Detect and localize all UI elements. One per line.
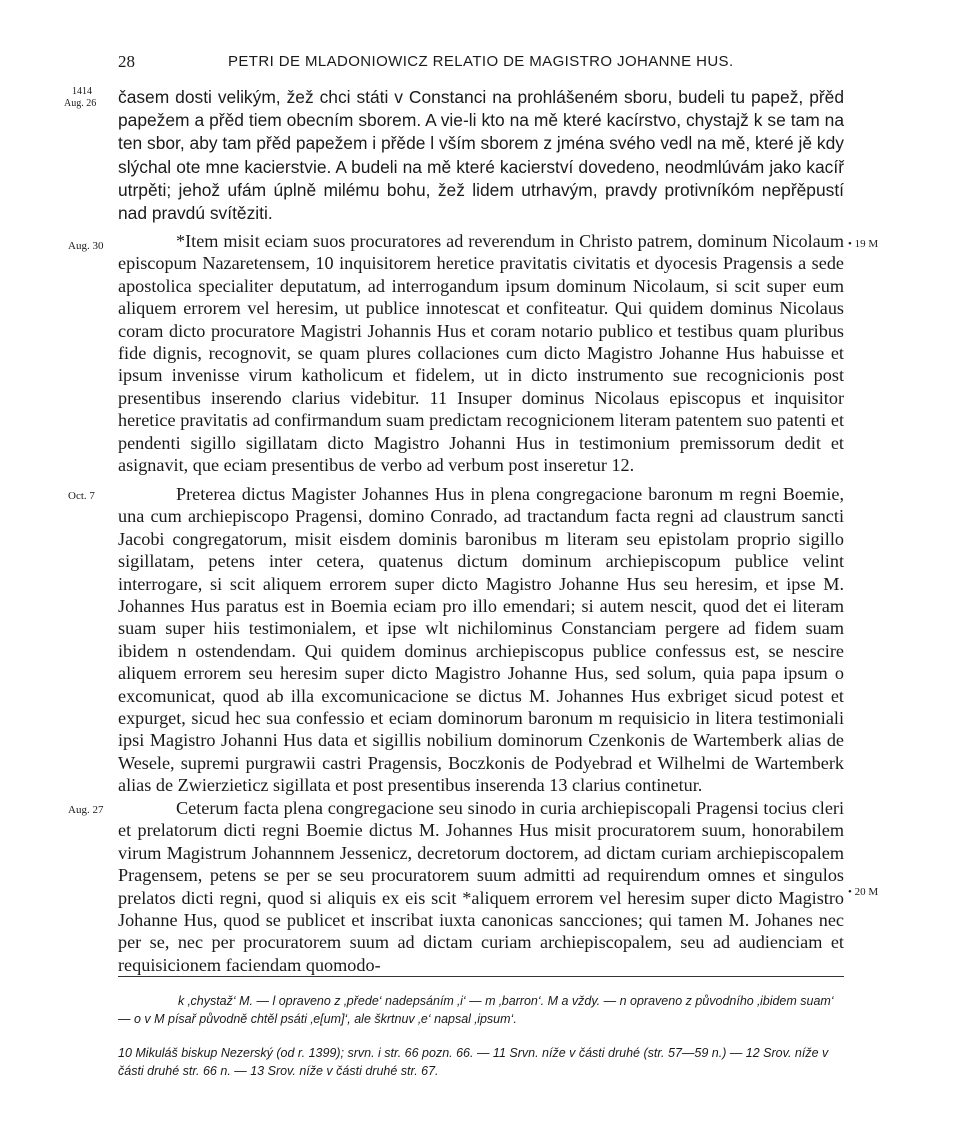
margin-date-aug26: Aug. 26	[64, 98, 97, 109]
latin-paragraph-3-text: Ceterum facta plena congregacione seu sinodo in curia archiepiscopali Pragensi tocius cleri et prelatorum dicti regni Boemie dictus M. Johannes Hus misit procuratorem suum, honorabilem virum Magistrum Johannnem Jessenicz, decretorum doctorem, ad dictam curiam archiepiscopalem Pragensem, petens se per se seu procuratorem suum admitti ad requirendum omnes et singulos prelatos dicti regni, quod si aliquis ex eis scit *aliquem errorem vel heresim super dicto Magistro Johanne Hus, quod se publicet et inscribat iuxta canonicas sancciones; qui tamen M. Johanes nec per se, nec per procuratorem suum ad dictam curiam archiepiscopalem, seu ad audienciam et requisicionem faciendam quomodo-	[118, 798, 844, 975]
margin-year: 1414	[72, 86, 92, 97]
margin-date-aug30: Aug. 30	[68, 240, 104, 252]
latin-paragraph-1	[118, 230, 844, 476]
running-title: PETRI DE MLADONIOWICZ RELATIO DE MAGISTRO JOHANNE HUS.	[228, 53, 734, 70]
footnote-divider	[118, 976, 844, 977]
explanatory-notes: 10 Mikuláš biskup Nezerský (od r. 1399); srvn. i str. 66 pozn. 66. — 11 Srvn. níže v části druhé (str. 57—59 n.) — 12 Srov. níže v části druhé str. 66 n. — 13 Srov. níže v části druhé str. 67.	[118, 1046, 829, 1078]
margin-date-oct7: Oct. 7	[68, 490, 95, 502]
margin-folio-20m: • 20 M	[848, 886, 879, 898]
page-number: 28	[118, 52, 135, 71]
textual-notes: k ‚chystaž‘ M. — l opraveno z ‚přede‘ nadepsáním ‚i‘ — m ‚barron‘. M a vždy. — n opraveno z původního ‚ibidem suam‘ — o v M písař původně chtěl psáti ‚e[um]‘, ale škrtnuv ‚e‘ napsal ‚ipsum‘.	[118, 994, 834, 1026]
margin-folio-19m: • 19 M	[848, 238, 879, 250]
latin-paragraph-2	[118, 483, 844, 797]
latin-paragraph-2-text: Preterea dictus Magister Johannes Hus in plena congregacione baronum m regni Boemie, una cum archiepiscopo Pragensi, domino Conrado, ad tractandum facta regni ad claustrum sancti Jacobi congregatorum, misit eisdem dominis baronibus m literam seu epistolam proprio sigillo sigillatam, petens inter cetera, quatenus dictum dominum archiepiscopum publice velint interrogare, si scit aliquem errorem super dicto Magistro Johanne Hus seu heresim, et ipse M. Johannes Hus paratus est in Boemia eciam pro illo emendari; si autem nescit, quod det ei literam suam super hiis testimonialem, et ipse wlt nichilominus Constanciam pergere ad fidem suam ibidem n ostendendam. Qui quidem dominus archiepiscopus publice confessus est, se nescire aliquem errorem seu heresim super dicto Magistro Johanne Hus, sed solum, quia papa ipsum o excomunicat, quod ab illa excomunicacione se dictus M. Johannes Hus exbriget sicud potest et expurget, sicud hec sua confessio et eciam dominorum baronum m requisicio in litera testimoniali ipsi Magistro Johanni Hus data et sigillis nobilium dominorum Czenkonis de Wartemberk alias de Wesele, supremi purgrawii castri Pragensis, Boczkonis de Podyebrad et Wilhelmi de Wartemberk alias de Zwierzieticz sigillata et post presentibus inserenda 13 clarius continetur.	[118, 484, 844, 796]
latin-paragraph-1-text: *Item misit eciam suos procuratores ad reverendum in Christo patrem, dominum Nicolaum episcopum Nazaretensem, 10 inquisitorem heretice pravitatis civitatis et dyocesis Pragensis a sede apostolica specialiter deputatum, ad interrogandum ipsum dominum Nicolaum, si scit super eum aliquem errorem vel heresim, ut publice innotescat et confiteatur. Qui quidem dominus Nicolaus coram dicto procuratore Magistri Johannis Hus et coram notario publico et testibus quam pluribus fide dignis, recognovit, se quam plures collaciones cum dicto Magistro Johanne Hus habuisse et ipsum invenisse virum katholicum et fidelem, ut in dicto instrumento sue recognicionis post presentibus inserendo clarius videbitur. 11 Insuper dominus Nicolaus episcopus et inquisitor heretice pravitatis ad confirmandum suam predictam recognicionem literam patentem suo patenti et pendenti sigillo sigillatam dicto Magistro Johanni Hus in testimonium premissorum dedit et asignavit, que eciam presentibus de verbo ad verbum post inseretur 12.	[118, 231, 844, 476]
czech-paragraph: časem dosti velikým, žež chci státi v Constanci na prohlášeném sboru, budeli tu papež, přěd papežem a přěd tiem obecním sborem. A vie-li kto na mě které kacírstvo, chystajž k se tam na ten sbor, aby tam přěd papežem i přěde l vším sborem z jména svého vedl na mě, které jě kdy slýchal ote mne kacierstvie. A budeli na mě které kacierství dovedeno, neodmlúvám jako kacíř utrpěti; jehož ufám úplně milému bohu, žež lidem utrhavým, pravdy protivníkóm nepřěpustí nad pravdú svítěziti.	[118, 87, 844, 224]
running-header	[0, 52, 960, 76]
margin-date-aug27: Aug. 27	[68, 804, 104, 816]
latin-paragraph-3	[118, 797, 844, 976]
